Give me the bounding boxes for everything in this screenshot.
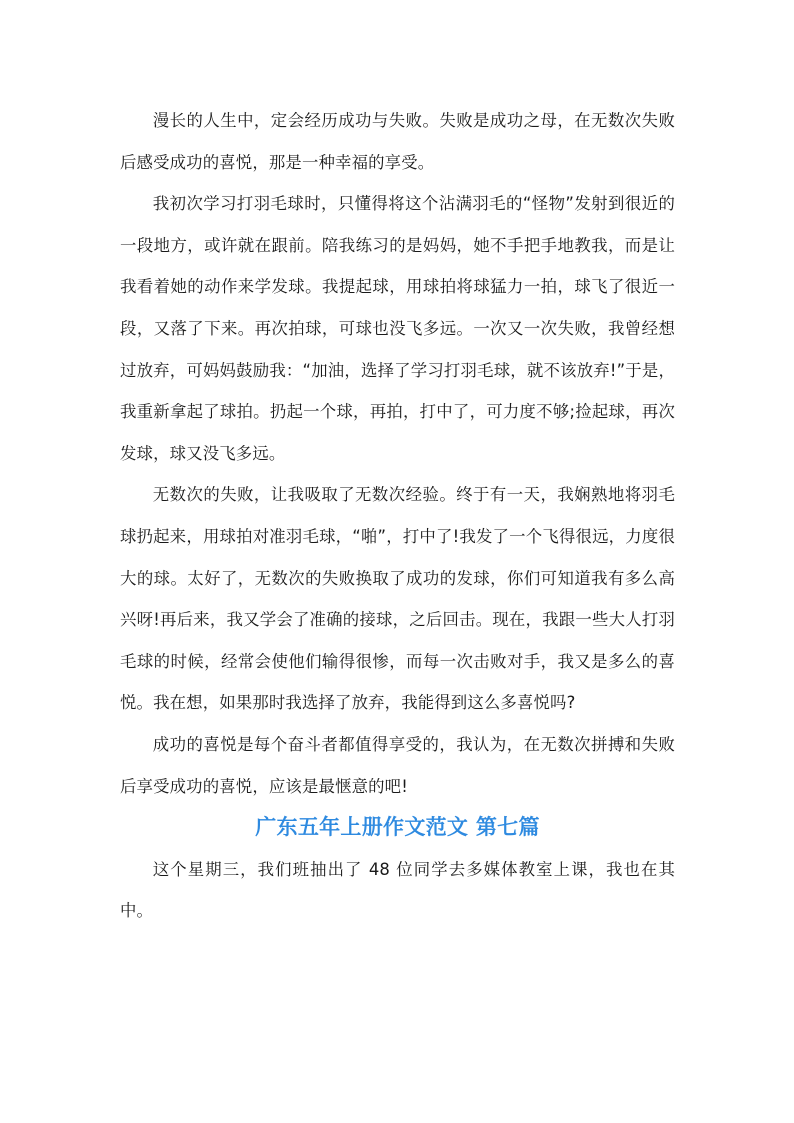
- paragraph-next-essay: 这个星期三，我们班抽出了 48 位同学去多媒体教室上课，我也在其中。: [120, 859, 675, 921]
- document-body: [120, 100, 675, 932]
- paragraph-intro: 漫长的人生中，定会经历成功与失败。失败是成功之母，在无数次失败后感受成功的喜悦，那是一种幸福的享受。: [120, 111, 675, 172]
- paragraph-success: 无数次的失败，让我吸取了无数次经验。终于有一天，我娴熟地将羽毛球扔起来，用球拍对准羽毛球，“啪”，打中了!我发了一个飞得很远，力度很大的球。太好了，无数次的失败换取了成功的发球，你们可知道我有多么高兴呀!再后来，我又学会了准确的接球，之后回击。现在，我跟一些大人打羽毛球的时候，经常会使他们输得很惨，而每一次击败对手，我又是多么的喜悦。我在想，如果那时我选择了放弃，我能得到这么多喜悦吗?: [120, 485, 675, 713]
- paragraph-conclusion: 成功的喜悦是每个奋斗者都值得享受的，我认为，在无数次拼搏和失败后享受成功的喜悦，应该是最惬意的吧!: [120, 734, 675, 796]
- paragraph-learning: 我初次学习打羽毛球时，只懂得将这个沾满羽毛的“怪物”发射到很近的一段地方，或许就在跟前。陪我练习的是妈妈，她不手把手地教我，而是让我看着她的动作来学发球。我提起球，用球拍将球猛力一拍，球飞了很近一段，又落了下来。再次拍球，可球也没飞多远。一次又一次失败，我曾经想过放弃，可妈妈鼓励我：“加油，选择了学习打羽毛球，就不该放弃!”于是，我重新拿起了球拍。扔起一个球，再拍，打中了，可力度不够;捡起球，再次发球，球又没飞多远。: [120, 194, 675, 463]
- section-heading: 广东五年上册作文范文 第七篇: [255, 815, 540, 840]
